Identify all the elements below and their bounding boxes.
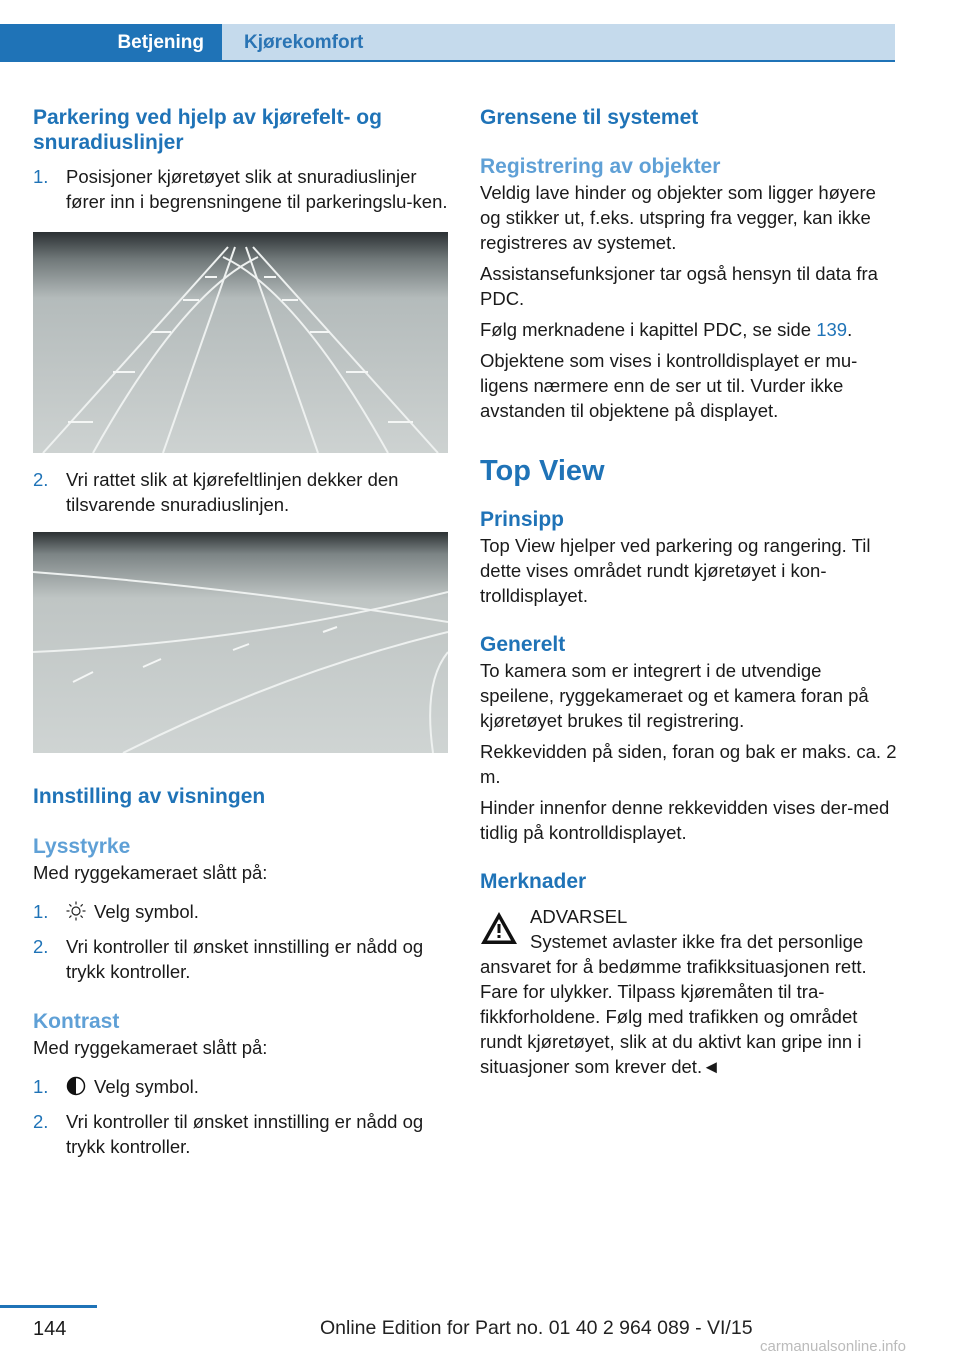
step-text: Vri rattet slik at kjørefeltlinjen dekker den tilsvarende snuradiuslinjen. — [66, 469, 399, 515]
tab-underline — [222, 60, 895, 62]
paragraph-cameras: To kamera som er integrert i de utvendige speilene, ryggekameraet og et kamera foran på kjøretøyet brukes til registrering. — [480, 660, 869, 731]
warning-text-content: Systemet avlaster ikke fra det personlige ansvaret for å bedømme trafikksituasjonen rett. Fare for ulykker. Tilpass kjøremåten til tra‐fikkforholdene. Følg med trafikken og området rundt kjøretøyet, slik at du aktivt kan gripe inn i situasjoner som krever det.◄ — [480, 931, 867, 1077]
camera-image-turning-lines — [33, 232, 448, 453]
step-text: Posisjoner kjøretøyet slik at snuradiuslinjer fører inn i begrensningene til parkeringslu‐ken. — [66, 166, 448, 212]
subheading-contrast: Kontrast — [33, 1010, 120, 1033]
paragraph-low-obstacles: Veldig lave hinder og objekter som ligger høyere og stikker ut, f.eks. utspring fra vegger, kan ikke registreres av systemet. — [480, 182, 876, 253]
contrast-step-2 — [33, 1109, 448, 1159]
subheading-notes: Merknader — [480, 870, 587, 893]
contrast-icon — [66, 1076, 86, 1102]
heading-parking-lines: Parkering ved hjelp av kjørefelt- og snuradiuslinjer — [33, 106, 382, 154]
reference-text: Følg merknadene i kapittel PDC, se side — [480, 319, 817, 340]
warning-text — [480, 929, 898, 1079]
header-tabs — [0, 24, 895, 62]
step-2 — [33, 467, 448, 517]
step-text: Velg symbol. — [94, 1076, 199, 1097]
step-text: Vri kontroller til ønsket innstilling er nådd og trykk kontroller. — [66, 936, 424, 982]
step-text: Velg symbol. — [94, 901, 199, 922]
subheading-brightness: Lysstyrke — [33, 835, 131, 858]
warning-triangle-icon — [480, 910, 518, 946]
tab-kjorekomfort[interactable]: Kjørekomfort — [222, 24, 895, 62]
brightness-step-2 — [33, 934, 448, 984]
reference-end: . — [847, 319, 853, 340]
subheading-object-detection: Registrering av objekter — [480, 155, 721, 178]
edition-text: Online Edition for Part no. 01 40 2 964 089 - VI/15 — [320, 1317, 753, 1339]
paragraph-obstacles-shown: Hinder innenfor denne rekkevidden vises der‐med tidlig på kontrolldisplayet. — [480, 797, 890, 843]
step-number: 1. — [33, 1076, 49, 1097]
right-column — [480, 100, 898, 1079]
paragraph-pdc-data: Assistansefunksjoner tar også hensyn til data fra PDC. — [480, 263, 878, 309]
sun-icon — [66, 901, 86, 927]
step-number: 2. — [33, 469, 49, 490]
page-number: 144 — [33, 1318, 67, 1340]
page-link-139[interactable]: 139 — [816, 319, 848, 340]
step-number: 1. — [33, 901, 49, 922]
tab-betjening[interactable]: Betjening — [0, 24, 222, 62]
brightness-step-1 — [33, 899, 448, 927]
step-number: 2. — [33, 1111, 49, 1132]
contrast-step-1 — [33, 1074, 448, 1102]
paragraph-range: Rekkevidden på siden, foran og bak er maks. ca. 2 m. — [480, 741, 897, 787]
contrast-intro: Med ryggekameraet slått på: — [33, 1037, 268, 1058]
step-number: 2. — [33, 936, 49, 957]
paragraph-pdc-reference — [480, 317, 898, 342]
step-1 — [33, 164, 448, 214]
warning-title: ADVARSEL — [530, 906, 628, 927]
footer-rule — [0, 1305, 97, 1308]
step-text: Vri kontroller til ønsket innstilling er nådd og trykk kontroller. — [66, 1111, 424, 1157]
step-number: 1. — [33, 166, 49, 187]
heading-display-settings: Innstilling av visningen — [33, 785, 266, 808]
paragraph-object-distance: Objektene som vises i kontrolldisplayet er mu‐ligens nærmere enn de ser ut til. Vurder ikke avstanden til objektene på displayet. — [480, 350, 858, 421]
warning-block — [480, 904, 898, 929]
subheading-principle: Prinsipp — [480, 508, 565, 531]
paragraph-principle: Top View hjelper ved parkering og rangering. Til dette vises området rundt kjøretøyet i kon‐trolldisplayet. — [480, 535, 871, 606]
camera-image-driving-lines — [33, 532, 448, 753]
heading-top-view: Top View — [480, 455, 605, 487]
heading-system-limits: Grensene til systemet — [480, 106, 699, 129]
brightness-intro: Med ryggekameraet slått på: — [33, 862, 268, 883]
watermark: carmanualsonline.info — [760, 1338, 906, 1355]
subheading-general: Generelt — [480, 633, 566, 656]
left-column — [33, 100, 448, 1159]
